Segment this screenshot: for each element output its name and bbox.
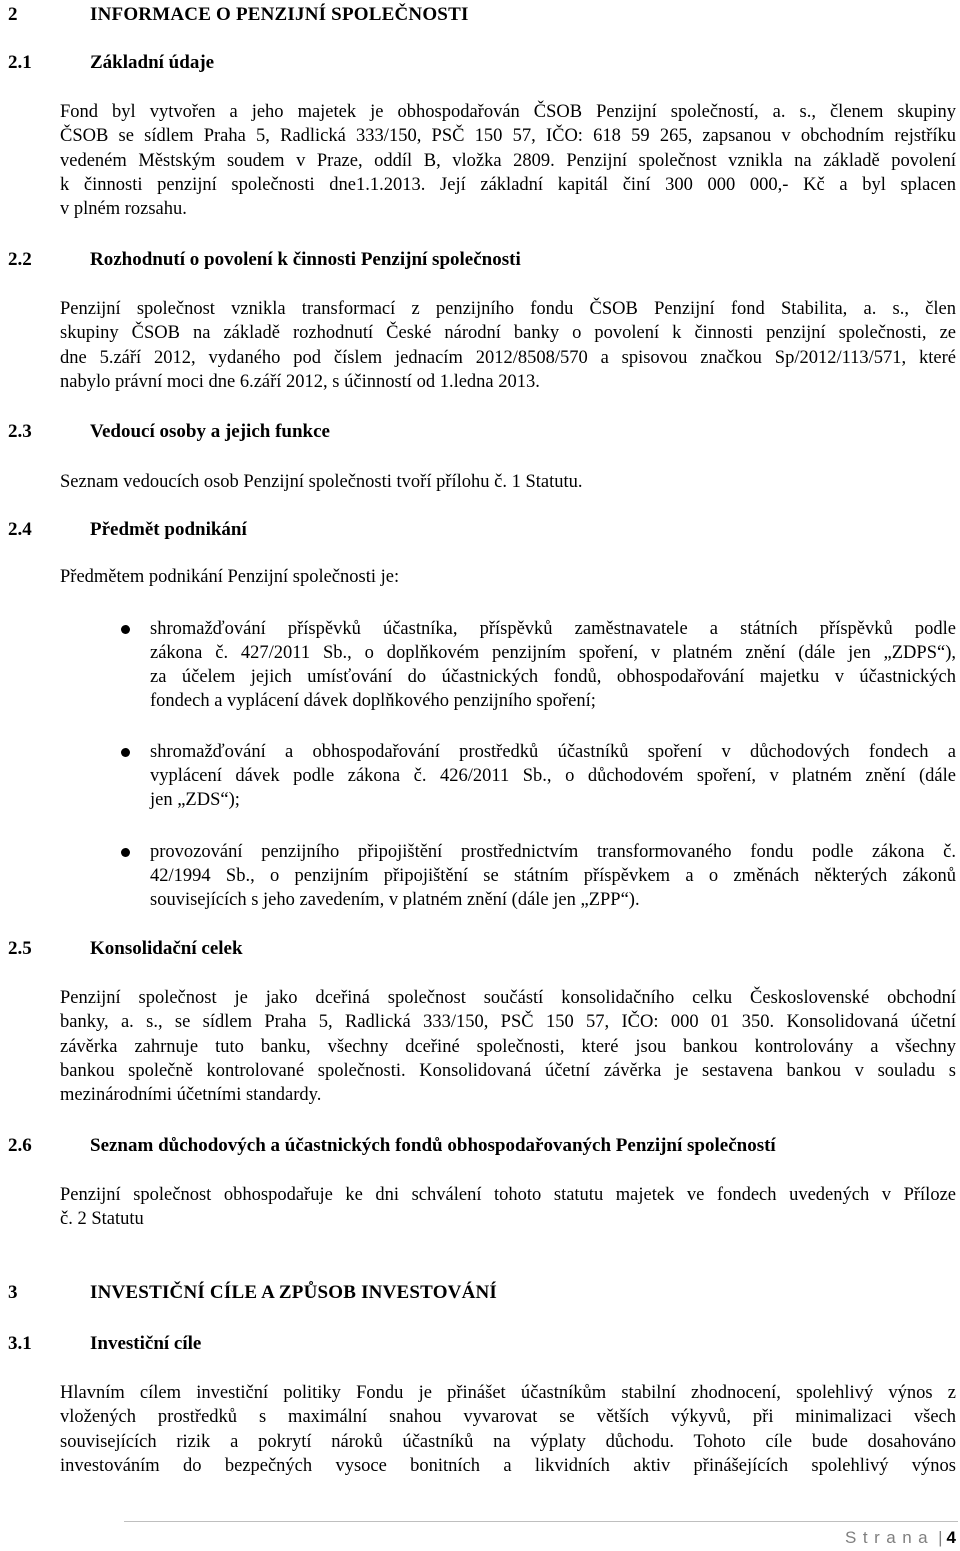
- section-2-2-title: Rozhodnutí o povolení k činnosti Penzijní společnosti: [90, 249, 521, 270]
- section-2-1-paragraph: Fond byl vytvořen a jeho majetek je obhospodařován ČSOB Penzijní společností, a. s., členem skupiny ČSOB se sídlem Praha 5, Radlická 333/150, PSČ 150 57, IČO: 618 59 265, zapsanou v obchodním rejstříku vedeném Městským soudem v Praze, oddíl B, vložka 2809. Penzijní společnost vznikla na základě povolení k činnosti penzijní společnosti dne1.1.2013. Její základní kapitál činí 300 000 000,- Kč a byl splacen v plném rozsahu.: [60, 102, 956, 220]
- section-2-2-paragraph: Penzijní společnost vznikla transformací z penzijního fondu ČSOB Penzijní fond Stabilita, a. s., člen skupiny ČSOB na základě rozhodnutí České národní banky o povolení k činnosti penzijní společnosti, ze dne 5.září 2012, vydaného pod číslem jednacím 2012/8508/570 a spisovou značkou Sp/2012/113/571, které nabylo právní moci dne 6.září 2012, s účinností od 1.ledna 2013.: [60, 299, 956, 392]
- section-3-number: 3: [8, 1282, 18, 1303]
- list-item: provozování penzijního připojištění prostřednictvím transformovaného fondu podle zákona č. 42/1994 Sb., o penzijním připojištění se státním příspěvkem a o změnách některých zákonů souvisejících s jeho zavedením, v platném znění (dále jen „ZPP“).: [150, 842, 956, 910]
- footer-separator: |: [938, 1528, 943, 1547]
- section-2-6-number: 2.6: [8, 1135, 32, 1156]
- section-2-title: INFORMACE O PENZIJNÍ SPOLEČNOSTI: [90, 4, 469, 25]
- bullet-icon: [121, 748, 130, 757]
- section-2-1-title: Základní údaje: [90, 52, 215, 73]
- section-2-number: 2: [8, 4, 18, 25]
- section-2-3-title: Vedoucí osoby a jejich funkce: [90, 421, 330, 442]
- section-2-4-number: 2.4: [8, 519, 32, 540]
- list-item: shromažďování příspěvků účastníka, příspěvků zaměstnavatele a státních příspěvků podle zákona č. 427/2011 Sb., o doplňkovém penzijním spoření, v platném znění (dále jen „ZDPS“), za účelem jejich umísťování do účastnických fondů, obhospodařování majetku v účastnických fondech a vyplácení dávek doplňkového penzijního spoření;: [150, 619, 956, 711]
- section-2-4-intro: Předmětem podnikání Penzijní společnosti je:: [60, 567, 400, 587]
- section-2-3-number: 2.3: [8, 421, 32, 442]
- page-label: Strana: [845, 1528, 935, 1547]
- section-2-3-paragraph: Seznam vedoucích osob Penzijní společnosti tvoří přílohu č. 1 Statutu.: [60, 472, 583, 492]
- footer-divider: [124, 1521, 958, 1522]
- section-3-title: INVESTIČNÍ CÍLE A ZPŮSOB INVESTOVÁNÍ: [90, 1282, 498, 1303]
- section-2-6-title: Seznam důchodových a účastnických fondů obhospodařovaných Penzijní společností: [90, 1135, 776, 1156]
- section-2-2-number: 2.2: [8, 249, 32, 270]
- section-2-5-title: Konsolidační celek: [90, 938, 243, 959]
- list-item: shromažďování a obhospodařování prostředků účastníků spoření v důchodových fondech a vyplácení dávek podle zákona č. 426/2011 Sb., o důchodovém spoření, v platném znění (dále jen „ZDS“);: [150, 742, 956, 810]
- section-2-5-number: 2.5: [8, 938, 32, 959]
- section-2-1-number: 2.1: [8, 52, 32, 73]
- page-number: 4: [946, 1528, 956, 1547]
- bullet-icon: [121, 625, 130, 634]
- section-3-1-paragraph: Hlavním cílem investiční politiky Fondu je přinášet účastníkům stabilní zhodnocení, spolehlivý výnos z vložených prostředků s maximální snahou vyvarovat se větších výkyvů, při minimalizaci všech souvisejících rizik a pokrytí nároků účastníků na výplaty důchodu. Tohoto cíle bude dosahováno investováním do bezpečných vysoce bonitních a likvidních aktiv přinášejících spolehlivý výnos: [60, 1383, 956, 1476]
- section-2-4-title: Předmět podnikání: [90, 519, 247, 540]
- section-3-1-title: Investiční cíle: [90, 1333, 202, 1354]
- section-3-1-number: 3.1: [8, 1333, 32, 1354]
- bullet-icon: [121, 848, 130, 857]
- section-2-6-paragraph: Penzijní společnost obhospodařuje ke dni schválení tohoto statutu majetek ve fondech uvedených v Příloze č. 2 Statutu: [60, 1185, 956, 1230]
- page-footer: [845, 1528, 956, 1548]
- section-2-5-paragraph: Penzijní společnost je jako dceřiná společnost součástí konsolidačního celku Československé obchodní banky, a. s., se sídlem Praha 5, Radlická 333/150, PSČ 150 57, IČO: 000 01 350. Konsolidovaná účetní závěrka zahrnuje tuto banku, všechny dceřiné společnosti, které jsou bankou kontrolovány a všechny bankou společně kontrolované společnosti. Konsolidovaná účetní závěrka je sestavena bankou v souladu s mezinárodními účetními standardy.: [60, 988, 956, 1106]
